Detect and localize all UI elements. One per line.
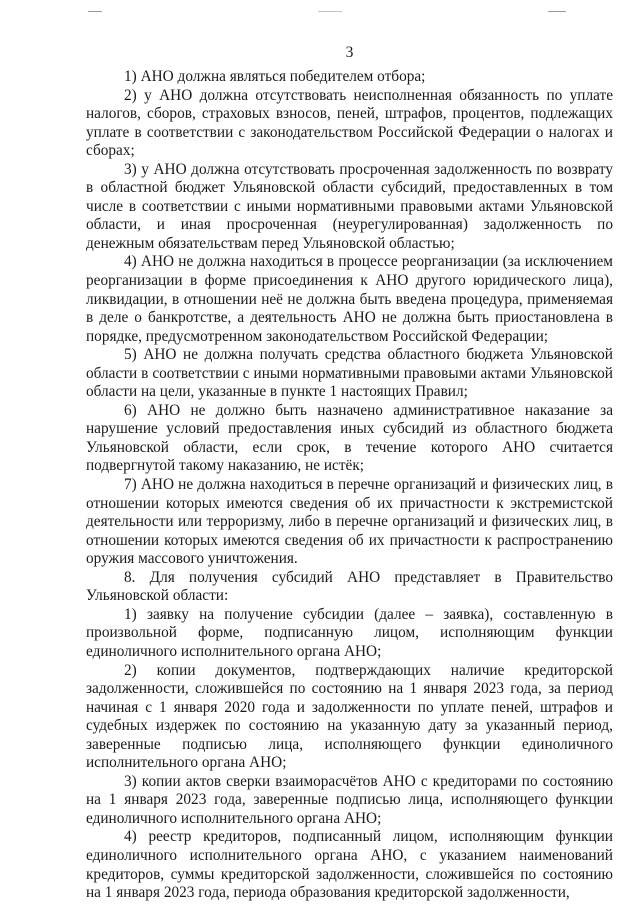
paragraph-clause-8: 8. Для получения субсидий АНО представляет в Правительство Ульяновской области: (86, 568, 613, 605)
paragraph-document-4: 4) реестр кредиторов, подписанный лицом, исполняющим функции единоличного исполнительного органа АНО, с указанием наименований кредиторов, суммы кредиторской задолженности, сложившейся по состоянию на 1 января 2023 года, периода образования кредиторской задолженности, (86, 828, 613, 902)
paragraph-requirement-2: 2) у АНО должна отсутствовать неисполненная обязанность по уплате налогов, сборов, страховых взносов, пеней, штрафов, процентов, подлежащих уплате в соответствии с законодательством Российской Федерации о налогах и сборах; (86, 86, 613, 160)
paragraph-document-2: 2) копии документов, подтверждающих наличие кредиторской задолженности, сложившейся по состоянию на 1 января 2023 года, за период начиная с 1 января 2020 года и задолженности по уплате пеней, штрафов и судебных издержек по состоянию на указанную дату за указанный период, заверенные подписью лица, исполняющего функции единоличного исполнительного органа АНО; (86, 661, 613, 772)
paragraph-requirement-5: 5) АНО не должна получать средства областного бюджета Ульяновской области в соответствии с иными нормативными правовыми актами Ульяновской области на цели, указанные в пункте 1 настоящих Правил; (86, 346, 613, 401)
paragraph-requirement-4: 4) АНО не должна находиться в процессе реорганизации (за исключением реорганизации в форме присоединения к АНО другого юридического лица), ликвидации, в отношении неё не должна быть введена процедура, применяемая в деле о банкротстве, а деятельность АНО не должна быть приостановлена в порядке, предусмотренном законодательством Российской Федерации; (86, 253, 613, 345)
paragraph-requirement-6: 6) АНО не должно быть назначено административное наказание за нарушение условий предоставления иных субсидий из областного бюджета Ульяновской области, если срок, в течение которого АНО считается подвергнутой такому наказанию, не истёк; (86, 401, 613, 475)
page-number: 3 (345, 44, 354, 61)
scan-artifact-left (88, 11, 102, 12)
scan-artifact-center (318, 11, 342, 12)
paragraph-requirement-1: 1) АНО должна являться победителем отбора; (124, 68, 426, 85)
paragraph-requirement-3: 3) у АНО должна отсутствовать просроченная задолженность по возврату в областной бюджет Ульяновской области субсидий, предоставленных в том числе в соответствии с иными нормативными правовыми актами Ульяновской области, и иная просроченная (неурегулированная) задолженность по денежным обязательствам перед Ульяновской областью; (86, 160, 613, 252)
paragraph-document-1: 1) заявку на получение субсидии (далее – заявка), составленную в произвольной форме, подписанную лицом, исполняющим функции единоличного исполнительного органа АНО; (86, 605, 613, 660)
paragraph-requirement-7: 7) АНО не должна находиться в перечне организаций и физических лиц, в отношении которых имеются сведения об их причастности к экстремистской деятельности или терроризму, либо в перечне организаций и физических лиц, в отношении которых имеются сведения об их причастности к распространению оружия массового уничтожения. (86, 476, 613, 568)
scan-artifact-right (548, 11, 566, 12)
document-page (86, 44, 613, 903)
paragraph-document-3: 3) копии актов сверки взаиморасчётов АНО с кредиторами по состоянию на 1 января 2023 года, заверенные подписью лица, исполняющего функции единоличного исполнительного органа АНО; (86, 772, 613, 827)
